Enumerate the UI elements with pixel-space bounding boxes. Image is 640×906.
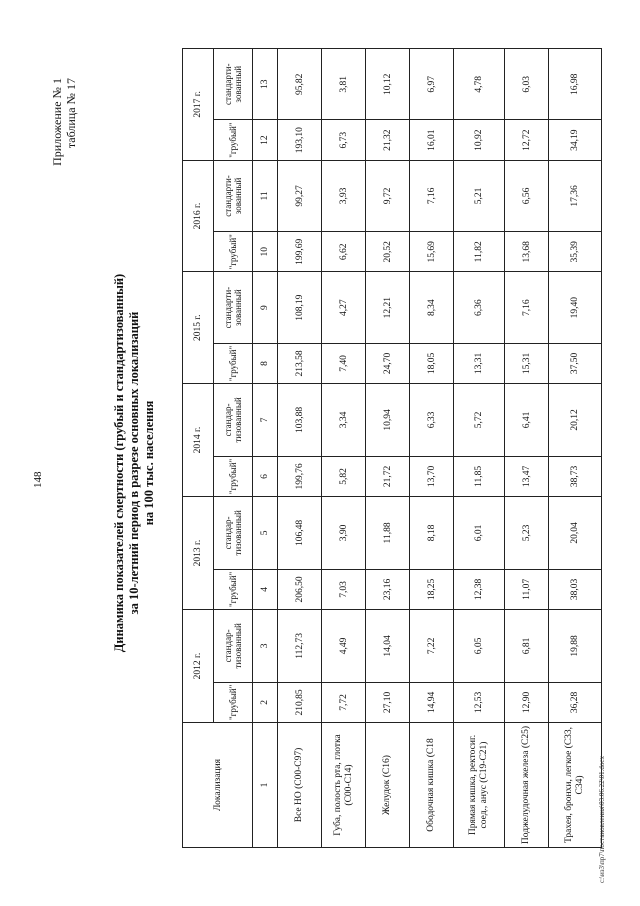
table-row: [278, 49, 322, 848]
value-cell: 13,70: [410, 456, 454, 496]
value-cell: 11,07: [505, 569, 549, 609]
column-number: 10: [253, 232, 278, 272]
location-cell: Губа, полость рта, глотка (С00-С14): [322, 723, 366, 848]
value-cell: 95,82: [278, 49, 322, 121]
title-line-2: за 10-летний период в разрезе основных локализаций: [127, 311, 141, 615]
value-cell: 12,53: [454, 682, 505, 722]
value-cell: 7,40: [322, 343, 366, 383]
column-number: 5: [253, 497, 278, 570]
standardized-header: стандар-тизованный: [214, 384, 253, 457]
crude-header: "грубый": [214, 343, 253, 383]
location-cell: Желудок (С16): [366, 723, 410, 848]
value-cell: 36,28: [549, 682, 602, 722]
value-cell: 18,25: [410, 569, 454, 609]
value-cell: 6,56: [505, 160, 549, 231]
landscape-content: [20, 23, 620, 883]
value-cell: 21,72: [366, 456, 410, 496]
table-title: [112, 233, 157, 693]
column-number: 4: [253, 569, 278, 609]
crude-header: "грубый": [214, 232, 253, 272]
page-number: 148: [32, 471, 44, 488]
value-cell: 35,39: [549, 232, 602, 272]
value-cell: 6,97: [410, 49, 454, 121]
appendix-line-1: Приложение № 1: [50, 78, 64, 166]
value-cell: 7,72: [322, 682, 366, 722]
value-cell: 23,16: [366, 569, 410, 609]
crude-header: "грубый": [214, 569, 253, 609]
value-cell: 4,78: [454, 49, 505, 121]
value-cell: 6,36: [454, 272, 505, 343]
value-cell: 12,72: [505, 120, 549, 160]
location-cell: Трахея, бронхи, легкое (С33, С34): [549, 723, 602, 848]
value-cell: 15,31: [505, 343, 549, 383]
value-cell: 12,90: [505, 682, 549, 722]
value-cell: 210,85: [278, 682, 322, 722]
value-cell: 3,34: [322, 384, 366, 457]
column-number: 6: [253, 456, 278, 496]
value-cell: 8,34: [410, 272, 454, 343]
value-cell: 12,38: [454, 569, 505, 609]
table-row: [505, 49, 549, 848]
value-cell: 34,19: [549, 120, 602, 160]
value-cell: 7,03: [322, 569, 366, 609]
value-cell: 3,81: [322, 49, 366, 121]
crude-header: "грубый": [214, 682, 253, 722]
value-cell: 37,50: [549, 343, 602, 383]
year-header: 2017 г.: [183, 49, 214, 161]
value-cell: 27,10: [366, 682, 410, 722]
location-cell: Прямая кишка, ректосиг. соед., анус (С19-С21): [454, 723, 505, 848]
value-cell: 5,82: [322, 456, 366, 496]
title-line-1: Динамика показателей смертности (грубый и стандартизованный): [112, 273, 126, 653]
value-cell: 10,92: [454, 120, 505, 160]
year-header: 2013 г.: [183, 497, 214, 610]
value-cell: 6,03: [505, 49, 549, 121]
value-cell: 112,73: [278, 610, 322, 683]
value-cell: 10,94: [366, 384, 410, 457]
value-cell: 7,16: [505, 272, 549, 343]
location-cell: Поджелудочная железа (С25): [505, 723, 549, 848]
value-cell: 19,88: [549, 610, 602, 683]
column-number: 11: [253, 160, 278, 231]
table-row: [549, 49, 602, 848]
value-cell: 108,19: [278, 272, 322, 343]
value-cell: 13,31: [454, 343, 505, 383]
location-header: Локализация: [183, 723, 253, 848]
standardized-header: стандар-тизованный: [214, 497, 253, 570]
value-cell: 199,69: [278, 232, 322, 272]
value-cell: 14,04: [366, 610, 410, 683]
value-cell: 6,73: [322, 120, 366, 160]
value-cell: 11,85: [454, 456, 505, 496]
header-row-years: [183, 49, 214, 848]
value-cell: 11,82: [454, 232, 505, 272]
column-number: 9: [253, 272, 278, 343]
value-cell: 7,16: [410, 160, 454, 231]
title-line-3: на 100 тыс. населения: [142, 400, 156, 526]
appendix-label: [50, 78, 78, 166]
value-cell: 4,27: [322, 272, 366, 343]
appendix-line-2: таблица № 17: [64, 78, 78, 149]
standardized-header: стандарти-зованный: [214, 272, 253, 343]
year-header: 2014 г.: [183, 384, 214, 497]
value-cell: 11,88: [366, 497, 410, 570]
value-cell: 7,22: [410, 610, 454, 683]
column-number: 13: [253, 49, 278, 121]
mortality-table: [182, 48, 602, 848]
value-cell: 19,40: [549, 272, 602, 343]
value-cell: 5,23: [505, 497, 549, 570]
value-cell: 5,72: [454, 384, 505, 457]
location-cell: Все НО (С00-С97): [278, 723, 322, 848]
column-number: 7: [253, 384, 278, 457]
value-cell: 13,68: [505, 232, 549, 272]
standardized-header: стандарти-зованный: [214, 49, 253, 121]
value-cell: 206,50: [278, 569, 322, 609]
value-cell: 3,93: [322, 160, 366, 231]
column-number: 1: [253, 723, 278, 848]
value-cell: 9,72: [366, 160, 410, 231]
crude-header: "грубый": [214, 120, 253, 160]
value-cell: 3,90: [322, 497, 366, 570]
year-header: 2016 г.: [183, 160, 214, 272]
value-cell: 12,21: [366, 272, 410, 343]
value-cell: 17,36: [549, 160, 602, 231]
value-cell: 20,52: [366, 232, 410, 272]
standardized-header: стандар-тизованный: [214, 610, 253, 683]
value-cell: 99,27: [278, 160, 322, 231]
value-cell: 6,01: [454, 497, 505, 570]
table-row: [366, 49, 410, 848]
table-row: [410, 49, 454, 848]
column-number-row: [253, 49, 278, 848]
value-cell: 20,04: [549, 497, 602, 570]
value-cell: 24,70: [366, 343, 410, 383]
value-cell: 199,76: [278, 456, 322, 496]
table-row: [454, 49, 505, 848]
value-cell: 8,18: [410, 497, 454, 570]
value-cell: 38,03: [549, 569, 602, 609]
value-cell: 103,88: [278, 384, 322, 457]
year-header: 2012 г.: [183, 610, 214, 723]
column-number: 2: [253, 682, 278, 722]
value-cell: 213,58: [278, 343, 322, 383]
value-cell: 13,47: [505, 456, 549, 496]
value-cell: 193,10: [278, 120, 322, 160]
value-cell: 4,49: [322, 610, 366, 683]
standardized-header: стандарти-зованный: [214, 160, 253, 231]
column-number: 3: [253, 610, 278, 683]
value-cell: 18,05: [410, 343, 454, 383]
column-number: 8: [253, 343, 278, 383]
value-cell: 14,94: [410, 682, 454, 722]
value-cell: 15,69: [410, 232, 454, 272]
value-cell: 6,81: [505, 610, 549, 683]
value-cell: 16,98: [549, 49, 602, 121]
value-cell: 21,32: [366, 120, 410, 160]
value-cell: 6,41: [505, 384, 549, 457]
value-cell: 6,05: [454, 610, 505, 683]
value-cell: 6,62: [322, 232, 366, 272]
column-number: 12: [253, 120, 278, 160]
value-cell: 16,01: [410, 120, 454, 160]
value-cell: 106,48: [278, 497, 322, 570]
table-row: [322, 49, 366, 848]
value-cell: 6,33: [410, 384, 454, 457]
value-cell: 20,12: [549, 384, 602, 457]
value-cell: 5,21: [454, 160, 505, 231]
crude-header: "грубый": [214, 456, 253, 496]
file-path-footer: c:\из3\пр7\постановления\03.06.22\01.docx: [598, 756, 606, 883]
year-header: 2015 г.: [183, 272, 214, 384]
value-cell: 38,73: [549, 456, 602, 496]
value-cell: 10,12: [366, 49, 410, 121]
location-cell: Ободочная кишка (С18: [410, 723, 454, 848]
